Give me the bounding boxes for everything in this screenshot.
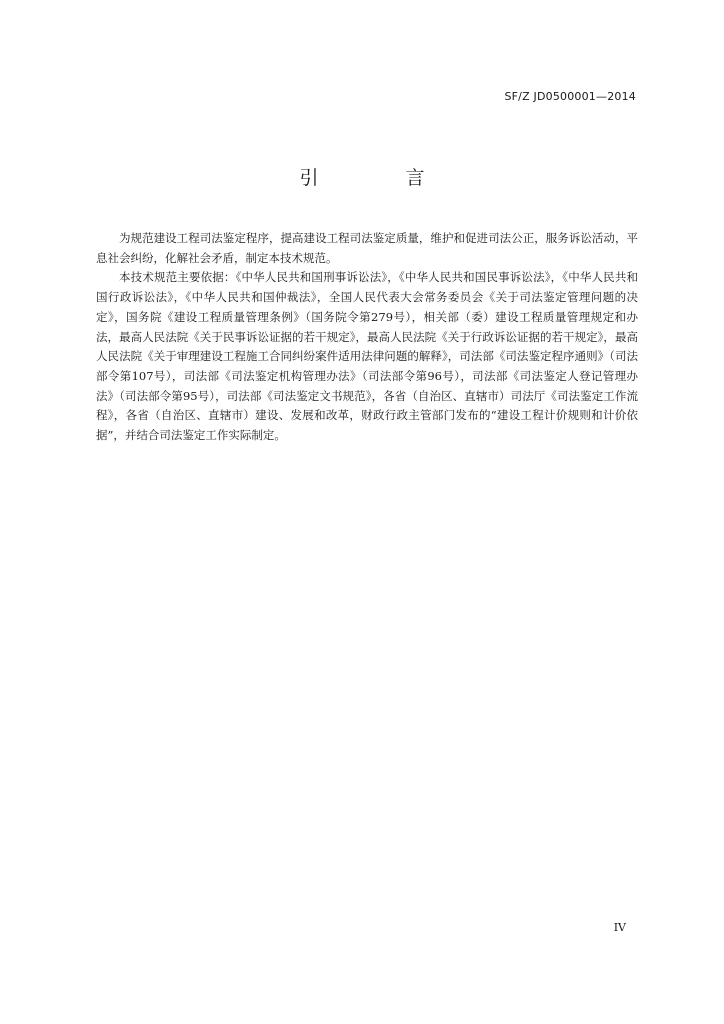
page-title: 引 言 [299,167,459,189]
body-text [96,229,638,446]
standard-code: SF/Z JD0500001—2014 [504,90,636,103]
paragraph-basis: 本技术规范主要依据：《中华人民共和国刑事诉讼法》，《中华人民共和国民事诉讼法》，《中华人民共和国行政诉讼法》，《中华人民共和国仲裁法》，全国人民代表大会常务委员会《关于司法鉴定管理问题的决定》，国务院《建设工程质量管理条例》（国务院令第279号），相关部（委）建设工程质量管理规定和办法，最高人民法院《关于民事诉讼证据的若干规定》，最高人民法院《关于行政诉讼证据的若干规定》，最高人民法院《关于审理建设工程施工合同纠纷案件适用法律问题的解释》，司法部《司法鉴定程序通则》（司法部令第107号），司法部《司法鉴定机构管理办法》（司法部令第96号），司法部《司法鉴定人登记管理办法》（司法部令第95号），司法部《司法鉴定文书规范》，各省（自治区、直辖市）司法厅《司法鉴定工作流程》，各省（自治区、直辖市）建设、发展和改革，财政行政主管部门发布的“建设工程计价规则和计价依据”，并结合司法鉴定工作实际制定。 [96,270,638,443]
page-number: IV [613,921,626,934]
paragraph-purpose: 为规范建设工程司法鉴定程序，提高建设工程司法鉴定质量，维护和促进司法公正，服务诉讼活动，平息社会纠纷，化解社会矛盾，制定本技术规范。 [96,231,638,265]
